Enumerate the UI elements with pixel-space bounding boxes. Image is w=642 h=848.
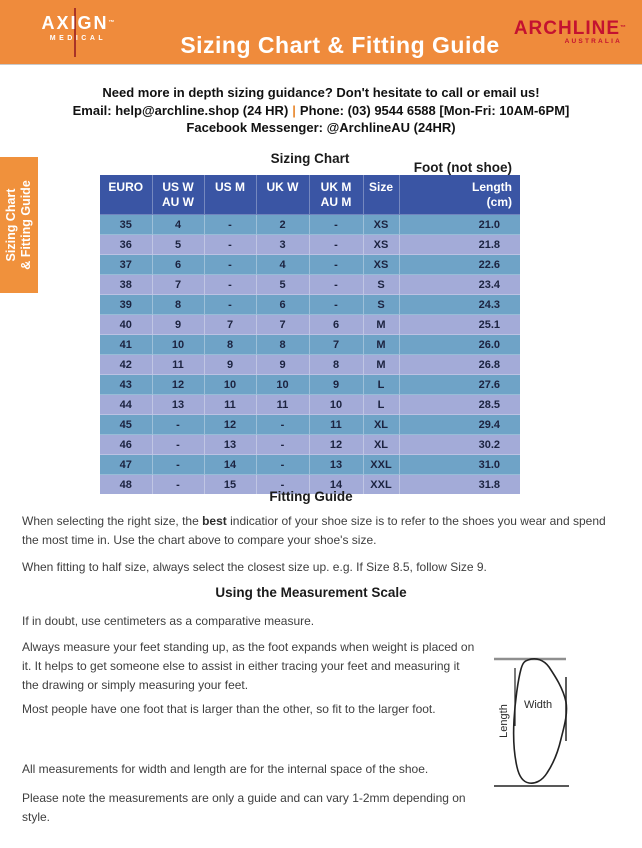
table-cell: - bbox=[309, 295, 363, 315]
measurement-paragraph-1: If in doubt, use centimeters as a comparative measure. bbox=[22, 614, 315, 628]
contact-line-guidance: Need more in depth sizing guidance? Don't hesitate to call or email us! bbox=[102, 85, 540, 100]
table-cell: 29.4 bbox=[399, 415, 520, 435]
table-cell: M bbox=[363, 335, 399, 355]
table-cell: 6 bbox=[256, 295, 309, 315]
table-cell: 13 bbox=[309, 455, 363, 475]
table-cell: 12 bbox=[204, 415, 256, 435]
table-cell: XS bbox=[363, 235, 399, 255]
table-cell: 44 bbox=[100, 395, 152, 415]
table-cell: XS bbox=[363, 255, 399, 275]
size-table-body bbox=[100, 215, 520, 495]
foot-outline bbox=[514, 659, 567, 783]
table-cell: 31.8 bbox=[399, 475, 520, 495]
size-conversion-table bbox=[100, 175, 520, 494]
archline-australia-text: AUSTRALIA bbox=[564, 38, 622, 45]
table-row bbox=[100, 415, 520, 435]
contact-phone: Phone: (03) 9544 6588 [Mon-Fri: 10AM-6PM] bbox=[299, 102, 570, 118]
contact-email: Email: help@archline.shop (24 HR) bbox=[72, 102, 289, 118]
table-cell: XXL bbox=[363, 455, 399, 475]
table-cell: 37 bbox=[100, 255, 152, 275]
table-cell: 21.8 bbox=[399, 235, 520, 255]
table-cell: 38 bbox=[100, 275, 152, 295]
table-cell: 7 bbox=[204, 315, 256, 335]
table-cell: - bbox=[152, 435, 204, 455]
table-cell: - bbox=[309, 235, 363, 255]
table-cell: 8 bbox=[152, 295, 204, 315]
column-header: Length (cm) bbox=[399, 175, 520, 215]
table-cell: XL bbox=[363, 435, 399, 455]
table-cell: 11 bbox=[204, 395, 256, 415]
table-row bbox=[100, 335, 520, 355]
table-cell: 6 bbox=[309, 315, 363, 335]
table-cell: 23.4 bbox=[399, 275, 520, 295]
table-cell: 36 bbox=[100, 235, 152, 255]
table-cell: 9 bbox=[309, 375, 363, 395]
table-cell: 47 bbox=[100, 455, 152, 475]
table-cell: 14 bbox=[309, 475, 363, 495]
table-cell: XL bbox=[363, 415, 399, 435]
table-row bbox=[100, 455, 520, 475]
measurement-paragraph-3: Most people have one foot that is larger than the other, so fit to the larger foot. bbox=[22, 702, 436, 716]
table-cell: 8 bbox=[256, 335, 309, 355]
contact-separator: | bbox=[292, 102, 296, 118]
table-cell: - bbox=[204, 275, 256, 295]
table-cell: 31.0 bbox=[399, 455, 520, 475]
sizing-chart-heading: Sizing Chart bbox=[270, 151, 350, 166]
table-cell: S bbox=[363, 295, 399, 315]
side-tab-line2: & Fitting Guide bbox=[19, 180, 33, 270]
table-cell: XXL bbox=[363, 475, 399, 495]
table-cell: 4 bbox=[256, 255, 309, 275]
table-cell: - bbox=[152, 455, 204, 475]
table-cell: 41 bbox=[100, 335, 152, 355]
table-cell: 40 bbox=[100, 315, 152, 335]
table-cell: - bbox=[204, 295, 256, 315]
table-cell: 13 bbox=[152, 395, 204, 415]
table-cell: 43 bbox=[100, 375, 152, 395]
table-cell: 10 bbox=[204, 375, 256, 395]
column-header: Size bbox=[363, 175, 399, 215]
contact-line-email-phone bbox=[0, 102, 642, 120]
table-cell: - bbox=[309, 215, 363, 235]
table-cell: 48 bbox=[100, 475, 152, 495]
measurement-paragraph-2: Always measure your feet standing up, as the foot expands when weight is placed on it. It helps to get someone else to assist in either tracing your feet and measuring it the drawing or simply measuring your feet. bbox=[22, 640, 475, 692]
table-cell: - bbox=[204, 215, 256, 235]
table-cell: - bbox=[204, 255, 256, 275]
axign-medical-logo bbox=[38, 13, 118, 42]
side-tab-line1: Sizing Chart bbox=[4, 188, 18, 262]
table-cell: 12 bbox=[152, 375, 204, 395]
trademark-symbol: ™ bbox=[620, 25, 626, 31]
table-cell: 4 bbox=[152, 215, 204, 235]
table-row bbox=[100, 435, 520, 455]
trademark-symbol: ™ bbox=[108, 20, 115, 26]
measurement-paragraph-5: Please note the measurements are only a guide and can vary 1-2mm depending on style. bbox=[22, 791, 466, 824]
table-cell: 14 bbox=[204, 455, 256, 475]
page-title: Sizing Chart & Fitting Guide bbox=[180, 32, 500, 59]
table-cell: 45 bbox=[100, 415, 152, 435]
table-cell: 11 bbox=[152, 355, 204, 375]
table-cell: S bbox=[363, 275, 399, 295]
table-cell: 35 bbox=[100, 215, 152, 235]
table-cell: M bbox=[363, 315, 399, 335]
table-cell: 13 bbox=[204, 435, 256, 455]
length-label: Length bbox=[498, 704, 510, 738]
table-cell: L bbox=[363, 375, 399, 395]
column-header: UK W bbox=[256, 175, 309, 215]
column-header: US M bbox=[204, 175, 256, 215]
fitting-guide-heading: Fitting Guide bbox=[269, 489, 353, 504]
foot-measurement-diagram bbox=[490, 650, 572, 792]
table-cell: 6 bbox=[152, 255, 204, 275]
side-tab-label bbox=[0, 157, 38, 293]
table-cell: 9 bbox=[152, 315, 204, 335]
table-cell: 12 bbox=[309, 435, 363, 455]
table-row bbox=[100, 275, 520, 295]
table-cell: 3 bbox=[256, 235, 309, 255]
table-row bbox=[100, 395, 520, 415]
table-cell: 10 bbox=[256, 375, 309, 395]
table-cell: 42 bbox=[100, 355, 152, 375]
table-row bbox=[100, 235, 520, 255]
table-cell: 39 bbox=[100, 295, 152, 315]
measurement-paragraph-4: All measurements for width and length are for the internal space of the shoe. bbox=[22, 762, 429, 776]
table-cell: 21.0 bbox=[399, 215, 520, 235]
table-cell: - bbox=[204, 235, 256, 255]
table-cell: - bbox=[309, 255, 363, 275]
column-header: EURO bbox=[100, 175, 152, 215]
contact-info bbox=[0, 84, 642, 137]
bold-best: best bbox=[202, 514, 227, 528]
table-row bbox=[100, 295, 520, 315]
table-cell: 9 bbox=[256, 355, 309, 375]
header-banner bbox=[0, 0, 642, 65]
table-cell: 7 bbox=[309, 335, 363, 355]
table-cell: 10 bbox=[309, 395, 363, 415]
axign-medical-text: MEDICAL bbox=[49, 35, 107, 42]
table-cell: - bbox=[152, 475, 204, 495]
side-tab-sizing-chart bbox=[0, 157, 38, 293]
archline-brand-text: ARCHLINE™ bbox=[513, 18, 626, 39]
table-cell: - bbox=[152, 415, 204, 435]
table-cell: 30.2 bbox=[399, 435, 520, 455]
table-cell: 7 bbox=[256, 315, 309, 335]
table-cell: - bbox=[256, 435, 309, 455]
table-cell: 11 bbox=[309, 415, 363, 435]
table-cell: 5 bbox=[256, 275, 309, 295]
table-row bbox=[100, 255, 520, 275]
table-cell: - bbox=[256, 415, 309, 435]
table-cell: 5 bbox=[152, 235, 204, 255]
table-cell: - bbox=[309, 275, 363, 295]
column-header: US W AU W bbox=[152, 175, 204, 215]
axign-brand-text: AXIGN™ bbox=[41, 13, 115, 33]
table-cell: 15 bbox=[204, 475, 256, 495]
size-table-head bbox=[100, 175, 520, 215]
table-cell: 8 bbox=[309, 355, 363, 375]
table-cell: M bbox=[363, 355, 399, 375]
column-header: UK M AU M bbox=[309, 175, 363, 215]
size-table-head-row bbox=[100, 175, 520, 215]
table-cell: XS bbox=[363, 215, 399, 235]
archline-logo bbox=[514, 19, 626, 45]
fitting-guide-paragraph-2: When fitting to half size, always select the closest size up. e.g. If Size 8.5, follow Size 9. bbox=[22, 560, 487, 574]
table-cell: 24.3 bbox=[399, 295, 520, 315]
table-row bbox=[100, 215, 520, 235]
table-row bbox=[100, 315, 520, 335]
table-cell: L bbox=[363, 395, 399, 415]
table-cell: 46 bbox=[100, 435, 152, 455]
table-cell: 10 bbox=[152, 335, 204, 355]
table-cell: 9 bbox=[204, 355, 256, 375]
table-cell: 7 bbox=[152, 275, 204, 295]
measurement-scale-heading: Using the Measurement Scale bbox=[215, 585, 407, 600]
table-cell: - bbox=[256, 455, 309, 475]
table-cell: 26.0 bbox=[399, 335, 520, 355]
foot-not-shoe-label: Foot (not shoe) bbox=[413, 160, 512, 175]
table-cell: 2 bbox=[256, 215, 309, 235]
table-cell: 8 bbox=[204, 335, 256, 355]
table-cell: 27.6 bbox=[399, 375, 520, 395]
table-row bbox=[100, 375, 520, 395]
table-cell: 25.1 bbox=[399, 315, 520, 335]
table-cell: - bbox=[256, 475, 309, 495]
table-cell: 28.5 bbox=[399, 395, 520, 415]
fitting-guide-paragraph-1: When selecting the right size, the best indicatior of your shoe size is to refer to the shoes you wear and spend the most time in. Use the chart above to compare your shoe's size. bbox=[22, 514, 606, 547]
width-label: Width bbox=[523, 699, 553, 711]
table-cell: 22.6 bbox=[399, 255, 520, 275]
table-cell: 26.8 bbox=[399, 355, 520, 375]
table-row bbox=[100, 355, 520, 375]
table-cell: 11 bbox=[256, 395, 309, 415]
contact-facebook: Facebook Messenger: @ArchlineAU (24HR) bbox=[186, 120, 456, 135]
